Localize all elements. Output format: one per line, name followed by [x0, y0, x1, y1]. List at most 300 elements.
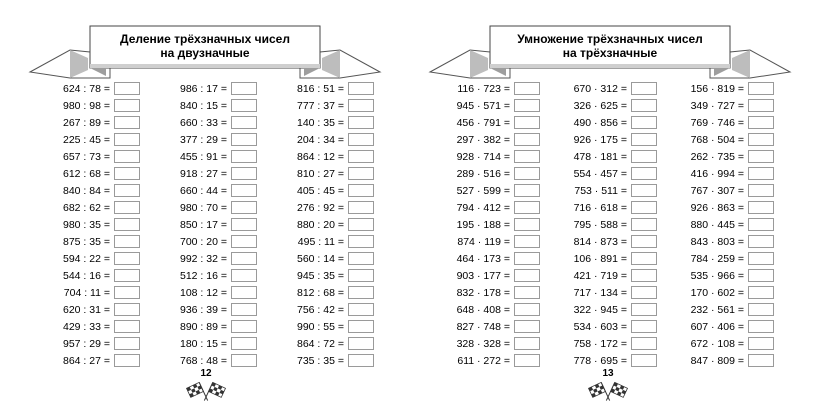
- exercise-row: [425, 318, 540, 335]
- right-column-3: [659, 80, 774, 369]
- page-number: 12: [200, 368, 212, 379]
- exercise-expression: 843 · 803 =: [690, 235, 744, 248]
- exercise-expression: 716 · 618 =: [573, 201, 627, 214]
- exercise-row: [659, 352, 774, 369]
- exercise-row: [259, 352, 374, 369]
- exercise-expression: 225 : 45 =: [63, 133, 110, 146]
- exercise-row: [542, 335, 657, 352]
- answer-box[interactable]: [114, 133, 140, 146]
- left-title-line1: Деление трёхзначных чисел: [120, 32, 290, 46]
- exercise-expression: 106 · 891 =: [573, 252, 627, 265]
- answer-box[interactable]: [514, 320, 540, 333]
- exercise-expression: 512 : 16 =: [180, 269, 227, 282]
- exercise-expression: 560 : 14 =: [297, 252, 344, 265]
- exercise-row: [25, 216, 140, 233]
- exercise-row: [659, 284, 774, 301]
- exercise-row: [542, 114, 657, 131]
- answer-box[interactable]: [748, 252, 774, 265]
- exercise-expression: 928 · 714 =: [456, 150, 510, 163]
- answer-box[interactable]: [514, 133, 540, 146]
- exercise-expression: 535 · 966 =: [690, 269, 744, 282]
- exercise-row: [25, 182, 140, 199]
- exercise-row: [142, 318, 257, 335]
- exercise-row: [25, 335, 140, 352]
- answer-box[interactable]: [114, 320, 140, 333]
- exercise-expression: 812 : 68 =: [297, 286, 344, 299]
- exercise-row: [25, 318, 140, 335]
- exercise-row: [542, 352, 657, 369]
- exercise-row: [425, 267, 540, 284]
- answer-box[interactable]: [114, 218, 140, 231]
- exercise-expression: 767 · 307 =: [690, 184, 744, 197]
- exercise-expression: 140 : 35 =: [297, 116, 344, 129]
- exercise-row: [142, 80, 257, 97]
- exercise-row: [142, 131, 257, 148]
- exercise-expression: 957 : 29 =: [63, 337, 110, 350]
- answer-box[interactable]: [514, 116, 540, 129]
- exercise-expression: 700 : 20 =: [180, 235, 227, 248]
- exercise-expression: 840 : 15 =: [180, 99, 227, 112]
- left-column-1: [25, 80, 140, 369]
- exercise-expression: 326 · 625 =: [573, 99, 627, 112]
- exercise-expression: 864 : 72 =: [297, 337, 344, 350]
- exercise-expression: 795 · 588 =: [573, 218, 627, 231]
- exercise-row: [542, 97, 657, 114]
- exercise-expression: 657 : 73 =: [63, 150, 110, 163]
- exercise-expression: 768 : 48 =: [180, 354, 227, 367]
- answer-box[interactable]: [348, 235, 374, 248]
- exercise-expression: 810 : 27 =: [297, 167, 344, 180]
- answer-box[interactable]: [348, 320, 374, 333]
- exercise-expression: 827 · 748 =: [456, 320, 510, 333]
- answer-box[interactable]: [631, 303, 657, 316]
- answer-box[interactable]: [514, 167, 540, 180]
- exercise-row: [542, 267, 657, 284]
- answer-box[interactable]: [114, 99, 140, 112]
- right-exercise-grid: [410, 80, 820, 370]
- answer-box[interactable]: [231, 269, 257, 282]
- exercise-expression: 769 · 746 =: [690, 116, 744, 129]
- answer-box[interactable]: [348, 337, 374, 350]
- answer-box[interactable]: [114, 337, 140, 350]
- exercise-row: [259, 233, 374, 250]
- answer-box[interactable]: [231, 337, 257, 350]
- exercise-expression: 945 · 571 =: [456, 99, 510, 112]
- exercise-expression: 289 · 516 =: [456, 167, 510, 180]
- exercise-row: [542, 165, 657, 182]
- answer-box[interactable]: [748, 269, 774, 282]
- exercise-expression: 850 : 17 =: [180, 218, 227, 231]
- exercise-row: [425, 335, 540, 352]
- exercise-row: [25, 165, 140, 182]
- exercise-expression: 926 · 863 =: [690, 201, 744, 214]
- answer-box[interactable]: [631, 252, 657, 265]
- answer-box[interactable]: [631, 235, 657, 248]
- exercise-expression: 405 : 45 =: [297, 184, 344, 197]
- exercise-row: [259, 267, 374, 284]
- answer-box[interactable]: [514, 201, 540, 214]
- exercise-expression: 490 · 856 =: [573, 116, 627, 129]
- exercise-expression: 455 : 91 =: [180, 150, 227, 163]
- answer-box[interactable]: [631, 320, 657, 333]
- exercise-row: [659, 301, 774, 318]
- answer-box[interactable]: [514, 252, 540, 265]
- exercise-expression: 267 : 89 =: [63, 116, 110, 129]
- answer-box[interactable]: [514, 354, 540, 367]
- exercise-row: [142, 114, 257, 131]
- answer-box[interactable]: [114, 82, 140, 95]
- exercise-row: [659, 267, 774, 284]
- exercise-row: [659, 233, 774, 250]
- exercise-expression: 847 · 809 =: [690, 354, 744, 367]
- exercise-row: [259, 165, 374, 182]
- answer-box[interactable]: [514, 184, 540, 197]
- answer-box[interactable]: [348, 286, 374, 299]
- answer-box[interactable]: [631, 286, 657, 299]
- answer-box[interactable]: [514, 235, 540, 248]
- exercise-expression: 611 · 272 =: [457, 354, 510, 367]
- answer-box[interactable]: [514, 99, 540, 112]
- exercise-row: [25, 199, 140, 216]
- exercise-expression: 980 : 35 =: [63, 218, 110, 231]
- right-title-banner: [430, 22, 790, 84]
- exercise-row: [142, 267, 257, 284]
- answer-box[interactable]: [514, 337, 540, 350]
- answer-box[interactable]: [114, 116, 140, 129]
- exercise-row: [425, 250, 540, 267]
- answer-box[interactable]: [114, 201, 140, 214]
- answer-box[interactable]: [348, 303, 374, 316]
- right-column-2: [542, 80, 657, 369]
- answer-box[interactable]: [114, 184, 140, 197]
- answer-box[interactable]: [748, 167, 774, 180]
- exercise-expression: 116 · 723 =: [457, 82, 510, 95]
- exercise-row: [259, 216, 374, 233]
- exercise-expression: 918 : 27 =: [180, 167, 227, 180]
- exercise-row: [425, 301, 540, 318]
- left-column-2: [142, 80, 257, 369]
- answer-box[interactable]: [748, 201, 774, 214]
- answer-box[interactable]: [748, 184, 774, 197]
- answer-box[interactable]: [748, 133, 774, 146]
- exercise-expression: 195 · 188 =: [456, 218, 510, 231]
- right-page: [410, 0, 820, 419]
- exercise-row: [142, 335, 257, 352]
- exercise-expression: 180 : 15 =: [180, 337, 227, 350]
- exercise-expression: 832 · 178 =: [456, 286, 510, 299]
- exercise-row: [259, 199, 374, 216]
- answer-box[interactable]: [748, 320, 774, 333]
- exercise-expression: 682 : 62 =: [63, 201, 110, 214]
- exercise-expression: 945 : 35 =: [297, 269, 344, 282]
- exercise-expression: 620 : 31 =: [63, 303, 110, 316]
- exercise-row: [425, 131, 540, 148]
- exercise-row: [659, 199, 774, 216]
- left-title-banner: [30, 22, 380, 84]
- exercise-expression: 554 · 457 =: [573, 167, 627, 180]
- exercise-expression: 880 : 20 =: [297, 218, 344, 231]
- exercise-expression: 464 · 173 =: [456, 252, 510, 265]
- exercise-expression: 108 : 12 =: [180, 286, 227, 299]
- exercise-row: [425, 97, 540, 114]
- exercise-expression: 903 · 177 =: [456, 269, 510, 282]
- exercise-expression: 328 · 328 =: [456, 337, 510, 350]
- exercise-row: [142, 199, 257, 216]
- answer-box[interactable]: [231, 354, 257, 367]
- exercise-row: [142, 233, 257, 250]
- exercise-expression: 784 · 259 =: [690, 252, 744, 265]
- answer-box[interactable]: [348, 82, 374, 95]
- exercise-row: [259, 284, 374, 301]
- answer-box[interactable]: [348, 167, 374, 180]
- answer-box[interactable]: [631, 133, 657, 146]
- exercise-row: [425, 182, 540, 199]
- answer-box[interactable]: [514, 150, 540, 163]
- answer-box[interactable]: [348, 201, 374, 214]
- answer-box[interactable]: [631, 116, 657, 129]
- answer-box[interactable]: [231, 320, 257, 333]
- answer-box[interactable]: [348, 133, 374, 146]
- exercise-expression: 156 · 819 =: [690, 82, 744, 95]
- answer-box[interactable]: [631, 99, 657, 112]
- exercise-expression: 753 · 511 =: [574, 184, 627, 197]
- answer-box[interactable]: [231, 235, 257, 248]
- exercise-expression: 794 · 412 =: [456, 201, 510, 214]
- exercise-expression: 990 : 55 =: [297, 320, 344, 333]
- exercise-expression: 890 : 89 =: [180, 320, 227, 333]
- exercise-row: [142, 97, 257, 114]
- answer-box[interactable]: [748, 354, 774, 367]
- exercise-expression: 756 : 42 =: [297, 303, 344, 316]
- exercise-row: [142, 250, 257, 267]
- exercise-row: [259, 182, 374, 199]
- answer-box[interactable]: [631, 184, 657, 197]
- answer-box[interactable]: [514, 269, 540, 282]
- exercise-row: [659, 182, 774, 199]
- answer-box[interactable]: [348, 354, 374, 367]
- exercise-expression: 262 · 735 =: [690, 150, 744, 163]
- exercise-expression: 607 · 406 =: [690, 320, 744, 333]
- answer-box[interactable]: [514, 286, 540, 299]
- answer-box[interactable]: [231, 133, 257, 146]
- exercise-expression: 421 · 719 =: [573, 269, 627, 282]
- answer-box[interactable]: [748, 218, 774, 231]
- answer-box[interactable]: [514, 82, 540, 95]
- answer-box[interactable]: [631, 201, 657, 214]
- exercise-expression: 670 · 312 =: [573, 82, 627, 95]
- answer-box[interactable]: [348, 269, 374, 282]
- exercise-expression: 816 : 51 =: [297, 82, 344, 95]
- exercise-row: [25, 284, 140, 301]
- exercise-expression: 170 · 602 =: [690, 286, 744, 299]
- answer-box[interactable]: [231, 201, 257, 214]
- exercise-row: [142, 352, 257, 369]
- answer-box[interactable]: [348, 184, 374, 197]
- left-page-footer: [186, 368, 226, 408]
- answer-box[interactable]: [231, 116, 257, 129]
- exercise-row: [542, 182, 657, 199]
- answer-box[interactable]: [231, 82, 257, 95]
- exercise-row: [542, 199, 657, 216]
- exercise-row: [659, 80, 774, 97]
- answer-box[interactable]: [114, 286, 140, 299]
- answer-box[interactable]: [231, 184, 257, 197]
- answer-box[interactable]: [748, 235, 774, 248]
- answer-box[interactable]: [514, 303, 540, 316]
- exercise-expression: 875 : 35 =: [63, 235, 110, 248]
- exercise-expression: 874 · 119 =: [457, 235, 510, 248]
- exercise-row: [142, 301, 257, 318]
- answer-box[interactable]: [231, 286, 257, 299]
- exercise-expression: 926 · 175 =: [573, 133, 627, 146]
- answer-box[interactable]: [114, 235, 140, 248]
- exercise-row: [659, 335, 774, 352]
- exercise-expression: 456 · 791 =: [456, 116, 510, 129]
- exercise-row: [259, 335, 374, 352]
- answer-box[interactable]: [748, 99, 774, 112]
- answer-box[interactable]: [748, 337, 774, 350]
- exercise-row: [25, 148, 140, 165]
- exercise-expression: 297 · 382 =: [456, 133, 510, 146]
- answer-box[interactable]: [348, 99, 374, 112]
- exercise-expression: 980 : 98 =: [63, 99, 110, 112]
- exercise-row: [259, 97, 374, 114]
- exercise-row: [259, 131, 374, 148]
- left-column-3: [259, 80, 374, 369]
- exercise-expression: 377 : 29 =: [180, 133, 227, 146]
- exercise-row: [25, 301, 140, 318]
- answer-box[interactable]: [231, 218, 257, 231]
- exercise-expression: 777 : 37 =: [297, 99, 344, 112]
- answer-box[interactable]: [631, 150, 657, 163]
- exercise-expression: 478 · 181 =: [573, 150, 627, 163]
- exercise-row: [259, 318, 374, 335]
- exercise-expression: 660 : 44 =: [180, 184, 227, 197]
- exercise-row: [142, 284, 257, 301]
- exercise-row: [425, 165, 540, 182]
- exercise-expression: 758 · 172 =: [573, 337, 627, 350]
- answer-box[interactable]: [231, 303, 257, 316]
- answer-box[interactable]: [748, 303, 774, 316]
- exercise-expression: 544 : 16 =: [63, 269, 110, 282]
- answer-box[interactable]: [348, 252, 374, 265]
- answer-box[interactable]: [114, 354, 140, 367]
- exercise-expression: 768 · 504 =: [690, 133, 744, 146]
- exercise-expression: 204 : 34 =: [297, 133, 344, 146]
- answer-box[interactable]: [114, 303, 140, 316]
- exercise-expression: 992 : 32 =: [180, 252, 227, 265]
- answer-box[interactable]: [231, 167, 257, 180]
- exercise-expression: 624 : 78 =: [63, 82, 110, 95]
- exercise-expression: 864 : 12 =: [297, 150, 344, 163]
- right-page-footer: [588, 368, 628, 408]
- answer-box[interactable]: [114, 252, 140, 265]
- answer-box[interactable]: [348, 150, 374, 163]
- exercise-row: [542, 80, 657, 97]
- answer-box[interactable]: [631, 167, 657, 180]
- exercise-row: [659, 131, 774, 148]
- exercise-row: [259, 250, 374, 267]
- answer-box[interactable]: [348, 116, 374, 129]
- exercise-row: [659, 216, 774, 233]
- exercise-row: [25, 114, 140, 131]
- answer-box[interactable]: [748, 286, 774, 299]
- exercise-row: [542, 284, 657, 301]
- exercise-row: [425, 284, 540, 301]
- exercise-row: [542, 148, 657, 165]
- exercise-expression: 612 : 68 =: [63, 167, 110, 180]
- exercise-expression: 232 · 561 =: [690, 303, 744, 316]
- exercise-expression: 416 · 994 =: [690, 167, 744, 180]
- exercise-expression: 980 : 70 =: [180, 201, 227, 214]
- exercise-expression: 660 : 33 =: [180, 116, 227, 129]
- answer-box[interactable]: [348, 218, 374, 231]
- exercise-row: [659, 97, 774, 114]
- exercise-row: [142, 182, 257, 199]
- exercise-row: [425, 216, 540, 233]
- exercise-row: [659, 114, 774, 131]
- answer-box[interactable]: [631, 82, 657, 95]
- answer-box[interactable]: [631, 354, 657, 367]
- exercise-row: [25, 131, 140, 148]
- answer-box[interactable]: [114, 269, 140, 282]
- exercise-row: [25, 267, 140, 284]
- exercise-row: [259, 148, 374, 165]
- answer-box[interactable]: [631, 218, 657, 231]
- exercise-expression: 735 : 35 =: [297, 354, 344, 367]
- right-column-1: [425, 80, 540, 369]
- answer-box[interactable]: [114, 167, 140, 180]
- exercise-row: [142, 165, 257, 182]
- exercise-row: [542, 216, 657, 233]
- exercise-expression: 936 : 39 =: [180, 303, 227, 316]
- exercise-row: [542, 131, 657, 148]
- exercise-row: [25, 352, 140, 369]
- exercise-expression: 864 : 27 =: [63, 354, 110, 367]
- exercise-row: [425, 352, 540, 369]
- exercise-row: [659, 148, 774, 165]
- exercise-expression: 349 · 727 =: [690, 99, 744, 112]
- answer-box[interactable]: [231, 99, 257, 112]
- answer-box[interactable]: [231, 252, 257, 265]
- exercise-row: [425, 199, 540, 216]
- left-title-line2: на двузначные: [160, 46, 250, 60]
- answer-box[interactable]: [631, 337, 657, 350]
- answer-box[interactable]: [631, 269, 657, 282]
- exercise-expression: 880 · 445 =: [690, 218, 744, 231]
- exercise-row: [142, 216, 257, 233]
- exercise-expression: 495 : 11 =: [297, 235, 344, 248]
- exercise-row: [542, 318, 657, 335]
- answer-box[interactable]: [748, 150, 774, 163]
- answer-box[interactable]: [748, 82, 774, 95]
- exercise-row: [259, 80, 374, 97]
- answer-box[interactable]: [514, 218, 540, 231]
- answer-box[interactable]: [231, 150, 257, 163]
- exercise-row: [425, 233, 540, 250]
- exercise-row: [425, 148, 540, 165]
- exercise-row: [425, 80, 540, 97]
- exercise-row: [25, 233, 140, 250]
- exercise-expression: 672 · 108 =: [690, 337, 744, 350]
- exercise-expression: 594 : 22 =: [63, 252, 110, 265]
- answer-box[interactable]: [114, 150, 140, 163]
- exercise-row: [25, 97, 140, 114]
- exercise-expression: 814 · 873 =: [573, 235, 627, 248]
- exercise-row: [142, 148, 257, 165]
- answer-box[interactable]: [748, 116, 774, 129]
- exercise-expression: 276 : 92 =: [297, 201, 344, 214]
